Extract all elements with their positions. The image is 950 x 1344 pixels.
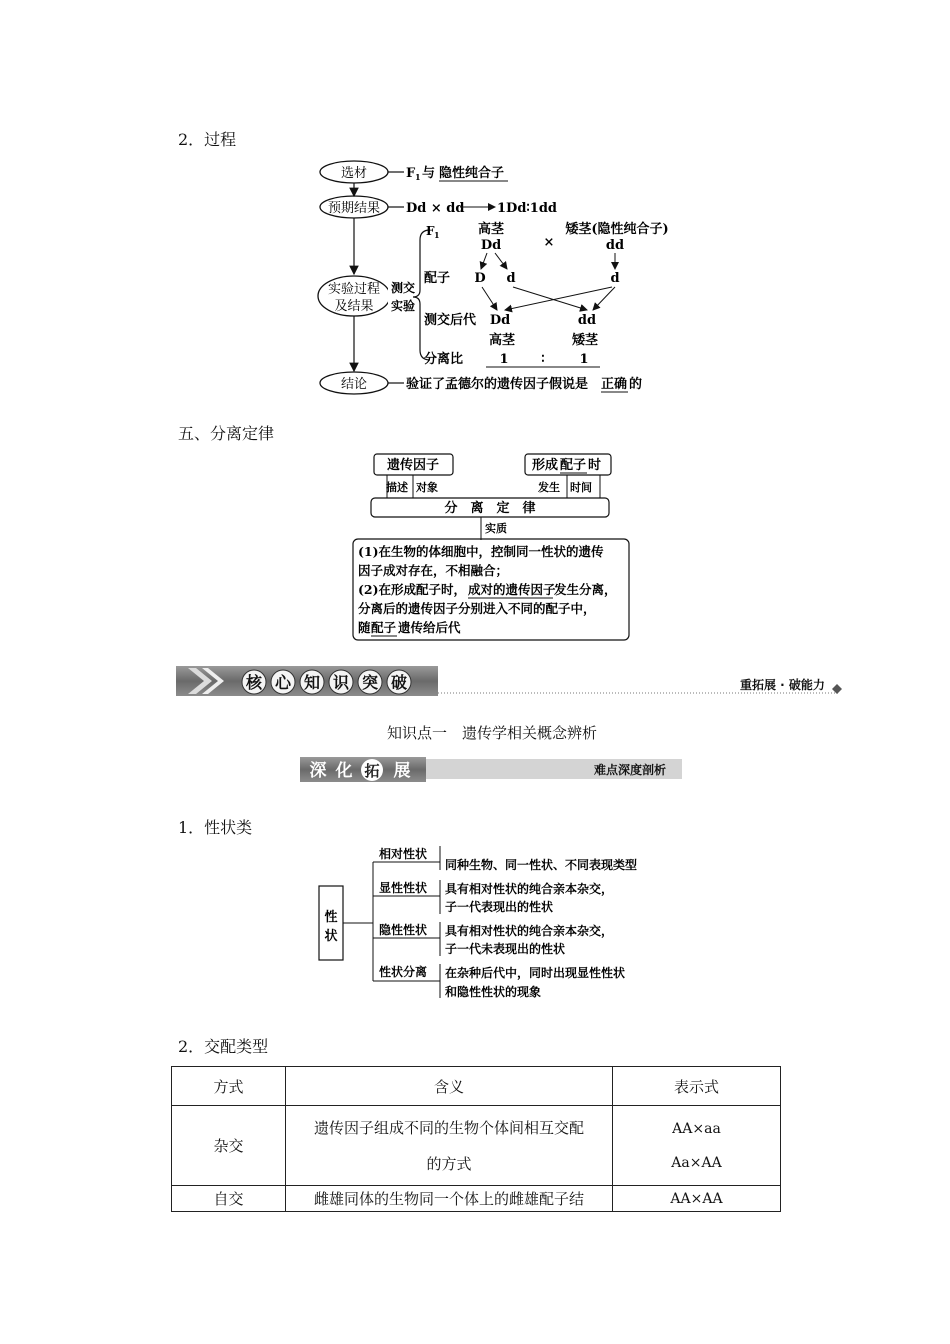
- svg-text:知: 知: [303, 673, 321, 692]
- conclusion-label: 结论: [340, 377, 368, 392]
- svg-text:深: 深: [309, 761, 327, 781]
- svg-text:性: 性: [324, 910, 338, 925]
- svg-text:性状分离: 性状分离: [379, 965, 428, 979]
- parent-dwarf: 矮茎(隐性纯合子): [565, 222, 669, 237]
- cell-expression: AA×AA: [613, 1186, 781, 1212]
- predict-left: Dd × dd: [406, 201, 465, 216]
- trait-relative: [373, 846, 637, 872]
- cell-meaning: 遗传因子组成不同的生物个体间相互交配 的方式: [286, 1106, 613, 1186]
- conclusion-correct: 正确: [601, 377, 628, 392]
- table-row: [172, 1106, 781, 1186]
- parent-tall-genotype: Dd: [480, 238, 502, 253]
- occur-label: 发生: [538, 481, 560, 494]
- offspring-dd: dd: [577, 313, 597, 328]
- box-factor-text: 遗传因子: [386, 458, 440, 473]
- testcross-label-1: 测交: [391, 281, 416, 295]
- row-gamete-label: 配子: [424, 271, 451, 286]
- svg-text:在杂种后代中，同时出现显性性状: 在杂种后代中，同时出现显性性状: [445, 966, 626, 980]
- select-label: 选材: [340, 166, 368, 181]
- svg-text:隐性性状: 隐性性状: [379, 923, 428, 937]
- row-offspring-label: 测交后代: [424, 313, 477, 328]
- cross-sign: ×: [543, 235, 555, 250]
- cell-method: 杂交: [172, 1106, 286, 1186]
- svg-text:1: 1: [434, 230, 440, 240]
- time-label: 时间: [570, 481, 592, 494]
- column-header: 方式: [172, 1067, 286, 1106]
- svg-text:发生分离，: 发生分离，: [554, 582, 617, 597]
- table-header-row: [172, 1067, 781, 1106]
- segregation-law-diagram: [350, 448, 640, 644]
- svg-text:同种生物、同一性状、不同表现类型: 同种生物、同一性状、不同表现类型: [445, 858, 638, 872]
- cross-types-heading: 2．交配类型: [178, 1037, 269, 1056]
- deepen-banner: [300, 755, 684, 785]
- svg-text:化: 化: [335, 761, 353, 781]
- essence-p2: (2)在形成配子时，: [358, 582, 467, 597]
- deepen-banner-right: 难点深度剖析: [594, 763, 667, 777]
- testcross-process-diagram: [300, 150, 700, 400]
- parent-tall: 高茎: [477, 222, 505, 237]
- svg-text:显性性状: 显性性状: [379, 881, 428, 895]
- ratio-1: 1: [499, 352, 509, 367]
- trait-dominant: [373, 880, 613, 914]
- svg-text:具有相对性状的纯合亲本杂交，: 具有相对性状的纯合亲本杂交，: [445, 924, 614, 938]
- column-header: 含义: [286, 1067, 613, 1106]
- svg-text:的: 的: [629, 377, 643, 392]
- offspring-dwarf: 矮茎: [571, 333, 599, 348]
- cell-expression: AA×aa Aa×AA: [613, 1106, 781, 1186]
- svg-text:1: 1: [415, 172, 421, 182]
- ratio-2: 1: [579, 352, 589, 367]
- box-time-gamete: 配子: [560, 458, 587, 473]
- ratio-colon: ∶: [541, 352, 545, 367]
- gamete-D: D: [474, 271, 486, 286]
- parent-dwarf-genotype: dd: [605, 238, 625, 253]
- diamond-icon: [832, 684, 842, 694]
- svg-text:F: F: [426, 224, 435, 238]
- essence-p1b: 因子成对存在，不相融合；: [358, 563, 509, 578]
- offspring-Dd: Dd: [489, 313, 511, 328]
- essence-p1: (1)在生物的体细胞中，控制同一性状的遗传: [358, 544, 604, 559]
- select-content-recessive: 隐性纯合子: [439, 166, 505, 181]
- conclusion-text: 验证了孟德尔的遗传因子假说是: [406, 377, 589, 392]
- svg-text:展: 展: [393, 761, 411, 781]
- svg-text:状: 状: [324, 929, 338, 944]
- svg-text:心: 心: [274, 673, 292, 692]
- svg-text:核: 核: [245, 673, 263, 692]
- row-ratio-label: 分离比: [424, 352, 464, 367]
- cross-types-table: [171, 1066, 781, 1212]
- predict-label: 预期结果: [327, 201, 381, 216]
- svg-text:具有相对性状的纯合亲本杂交，: 具有相对性状的纯合亲本杂交，: [445, 882, 614, 896]
- table-row: [172, 1186, 781, 1212]
- traits-heading: 1．性状类: [178, 818, 253, 837]
- svg-text:形成: 形成: [532, 458, 559, 473]
- cell-meaning: 雌雄同体的生物同一个体上的雌雄配子结: [286, 1186, 613, 1212]
- svg-text:拓: 拓: [364, 762, 380, 780]
- gamete-d-1: d: [506, 271, 516, 286]
- predict-right: 1Dd∶1dd: [497, 201, 558, 216]
- gamete-d-2: d: [610, 271, 620, 286]
- svg-text:遗传给后代: 遗传给后代: [398, 620, 461, 635]
- svg-text:破: 破: [390, 673, 408, 692]
- svg-text:与: 与: [422, 166, 436, 181]
- svg-text:子一代表现出的性状: 子一代表现出的性状: [445, 900, 554, 914]
- object-label: 对象: [416, 481, 438, 494]
- svg-text:相对性状: 相对性状: [379, 847, 428, 861]
- knowledge-point-title: 知识点一 遗传学相关概念辨析: [386, 724, 597, 742]
- trait-recessive: [373, 922, 613, 956]
- column-header: 表示式: [613, 1067, 781, 1106]
- svg-text:实验过程: 实验过程: [327, 282, 381, 297]
- select-content-f: F: [406, 166, 416, 181]
- core-banner-right: 重拓展 · 破能力: [740, 678, 825, 692]
- svg-text:和隐性性状的现象: 和隐性性状的现象: [445, 985, 542, 999]
- svg-text:时: 时: [588, 458, 602, 473]
- law-heading: 五、分离定律: [178, 424, 275, 443]
- essence-p4-gamete: 配子: [371, 620, 397, 635]
- trait-segregation: [373, 964, 625, 999]
- essence-p3: 分离后的遗传因子分别进入不同的配子中，: [358, 601, 596, 616]
- svg-text:突: 突: [361, 673, 379, 692]
- essence-label: 实质: [485, 522, 507, 535]
- offspring-tall: 高茎: [488, 333, 516, 348]
- svg-text:子一代未表现出的性状: 子一代未表现出的性状: [445, 942, 566, 956]
- traits-diagram: [315, 840, 675, 1006]
- describe-label: 描述: [386, 481, 408, 494]
- svg-text:及结果: 及结果: [334, 299, 374, 314]
- svg-text:识: 识: [332, 673, 350, 692]
- testcross-label-2: 实验: [391, 299, 416, 313]
- essence-p2-paired: 成对的遗传因子: [468, 582, 556, 597]
- process-heading: 2．过程: [178, 130, 237, 149]
- core-knowledge-banner: [176, 662, 850, 702]
- cell-method: 自交: [172, 1186, 286, 1212]
- essence-p4: 随: [358, 620, 371, 635]
- law-name: 分 离 定 律: [444, 501, 536, 516]
